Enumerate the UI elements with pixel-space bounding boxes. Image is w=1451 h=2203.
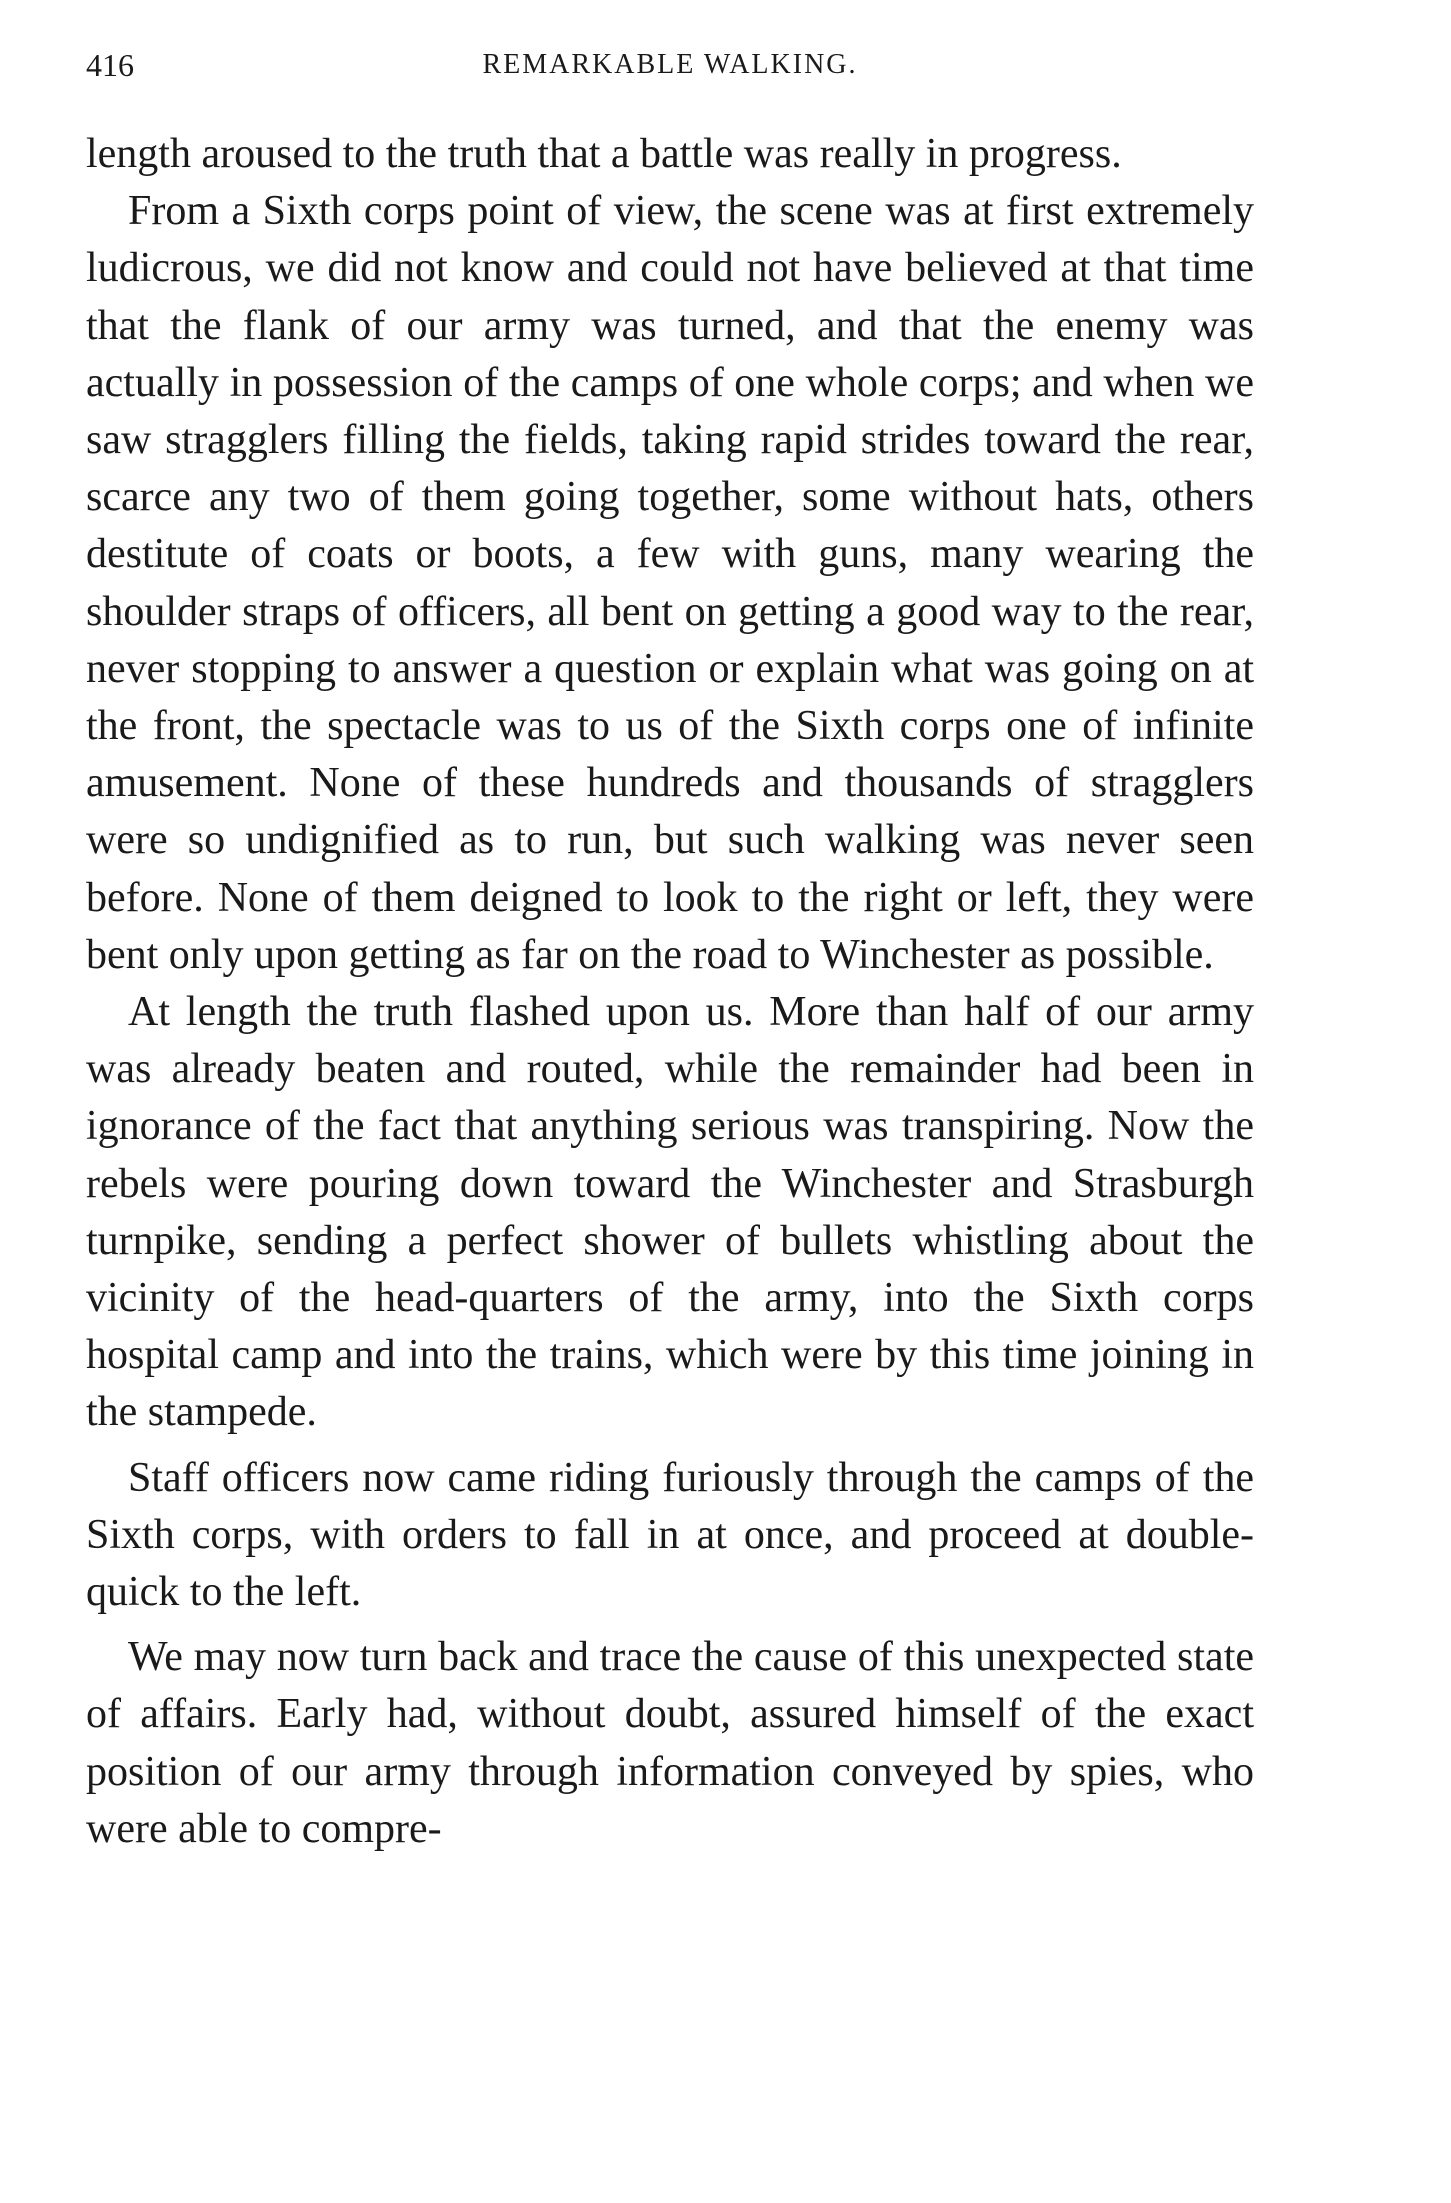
paragraph-truth-flashed: At length the truth flashed upon us. More than half of our army was already beaten and routed, while the remainder had been in ignorance of the fact that anything serious was transpiring. Now the rebels were pouring down toward the Winchester and Strasburgh turnpike, sending a perfect shower of bullets whistling about the vicinity of the head-quarters of the army, into the Sixth corps hospital camp and into the trains, which were by this time joining in the stampede. — [86, 989, 1254, 1436]
book-page — [86, 40, 1254, 1858]
paragraph-staff-officers: Staff officers now came riding furiously through the camps of the Sixth corps, with orders to fall in at once, and proceed at double-quick to the left. — [86, 1454, 1254, 1616]
body-text — [86, 126, 1254, 1858]
page-number: 416 — [86, 47, 134, 83]
paragraph-sixth-corps-view: From a Sixth corps point of view, the scene was at first extremely ludicrous, we did not know and could not have believed at that time that the flank of our army was turned, and that the enemy was actually in possession of the camps of one whole corps; and when we saw stragglers filling the fields, taking rapid strides toward the rear, scarce any two of them going together, some without hats, others destitute of coats or boots, a few with guns, many wearing the shoulder straps of officers, all bent on getting a good way to the rear, never stopping to answer a question or explain what was going on at the front, the spectacle was to us of the Sixth corps one of infinite amusement. None of these hundreds and thousands of stragglers were so undignified as to run, but such walking was never seen before. None of them deigned to look to the right or left, they were bent only upon getting as far on the road to Winchester as possible. — [86, 188, 1254, 978]
paragraph-continuation: length aroused to the truth that a battle was really in progress. — [86, 131, 1122, 177]
running-title: REMARKABLE WALKING. — [482, 49, 858, 80]
running-head — [86, 40, 1254, 90]
paragraph-trace-cause: We may now turn back and trace the cause of this unexpected state of affairs. Early had, without doubt, assured himself of the exact position of our army through information conveyed by spies, who were able to compre- — [86, 1634, 1254, 1852]
